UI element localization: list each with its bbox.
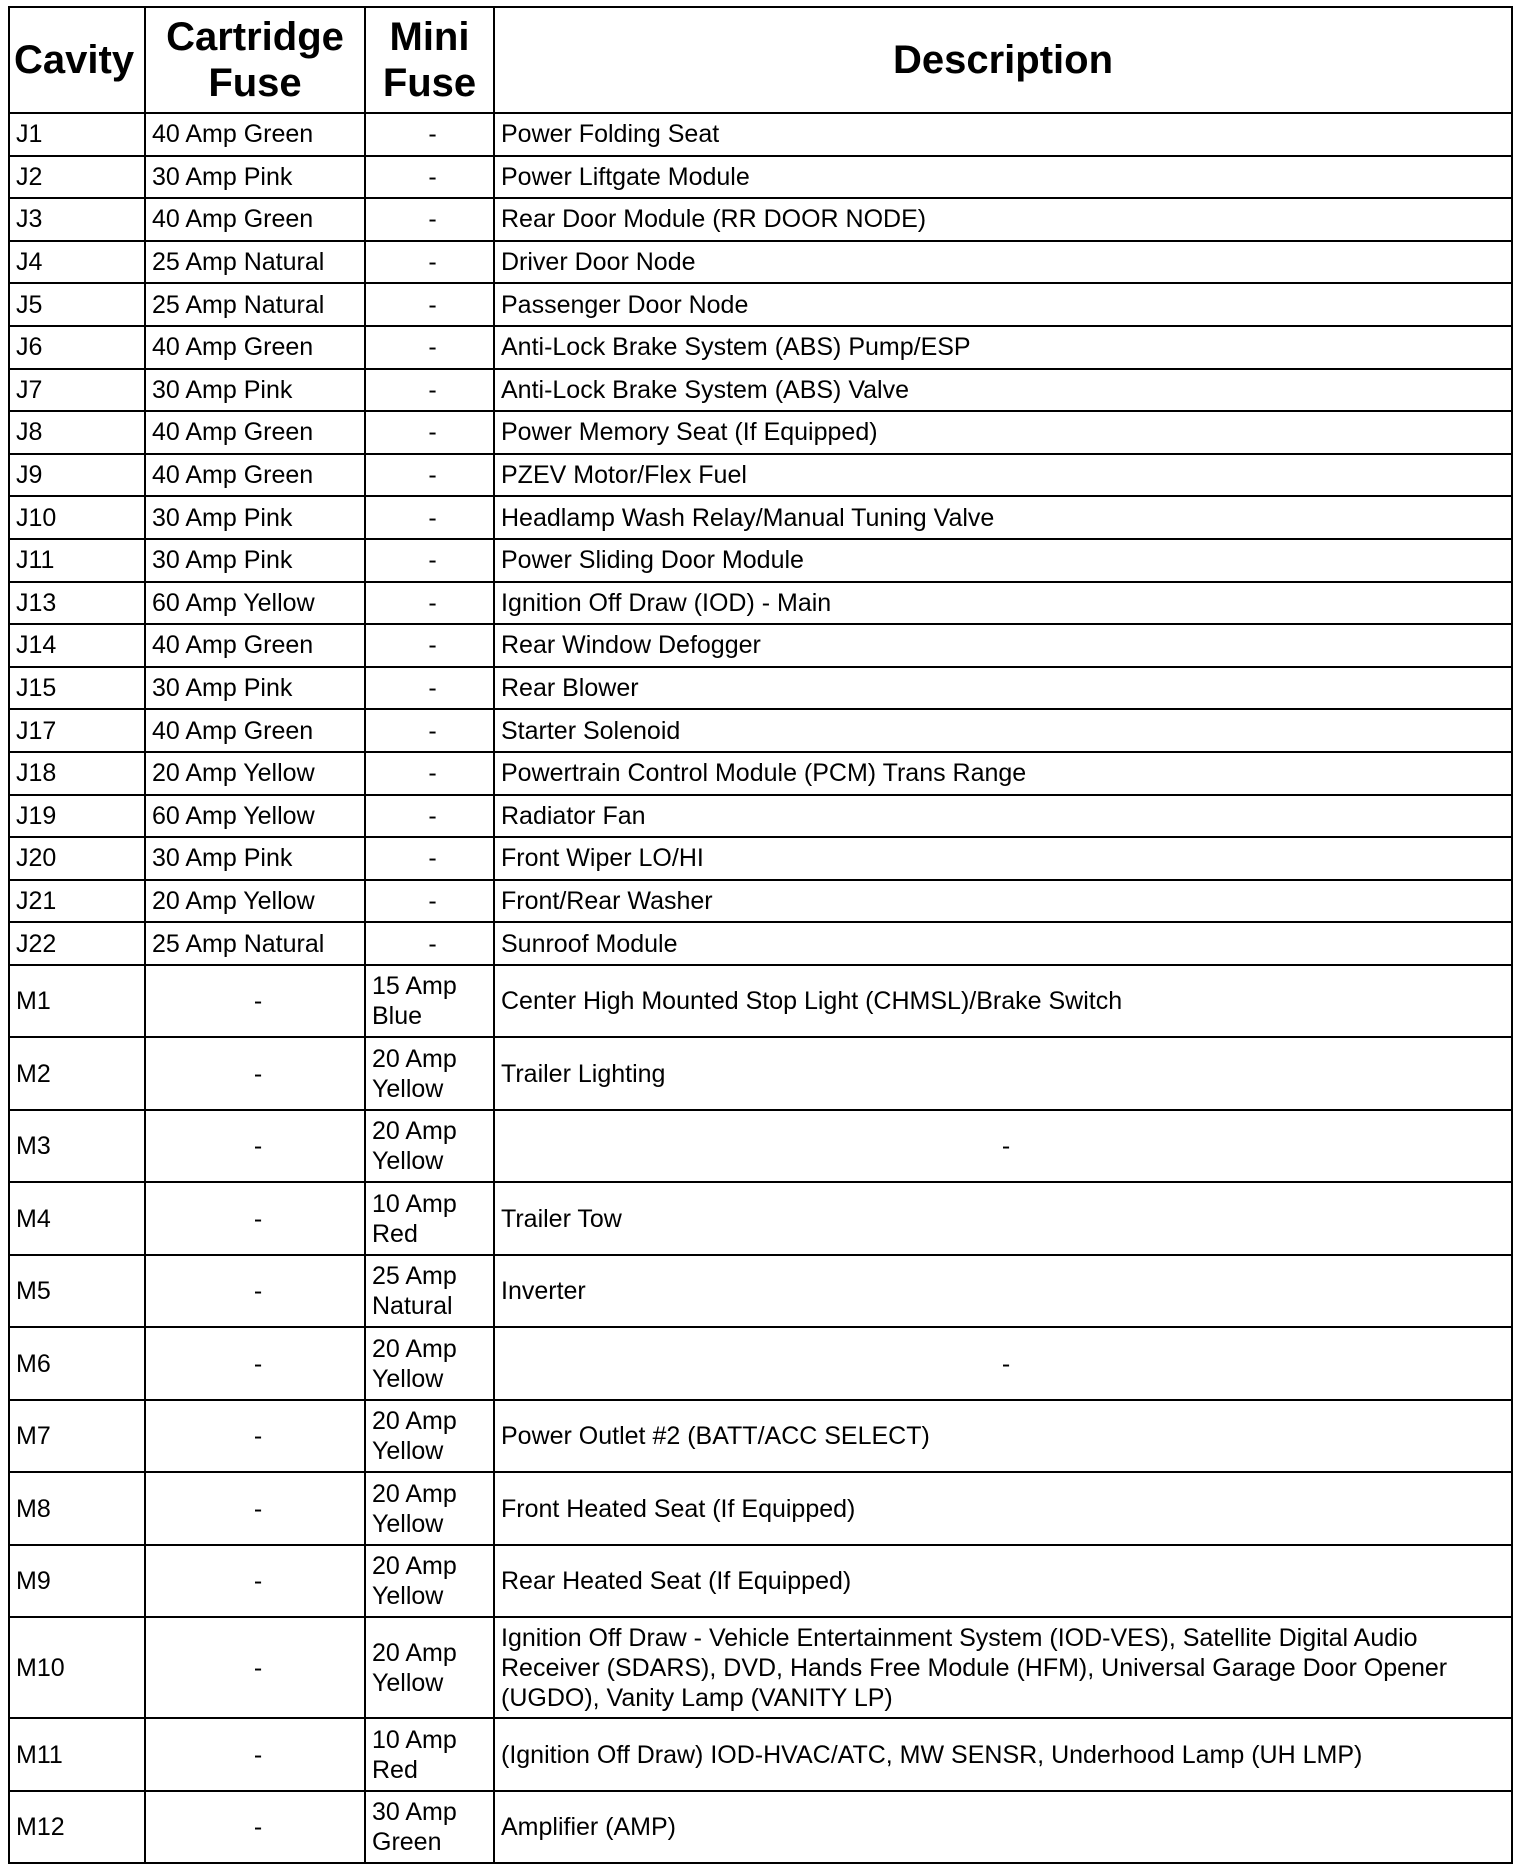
cartridge-fuse-cell: 25 Amp Natural [145, 241, 365, 284]
table-row [9, 1617, 1512, 1718]
cavity-cell: M5 [9, 1255, 145, 1328]
table-row [9, 1400, 1512, 1473]
cavity-cell: J14 [9, 624, 145, 667]
cartridge-fuse-cell: 25 Amp Natural [145, 283, 365, 326]
mini-fuse-cell: 20 Amp Yellow [365, 1617, 494, 1718]
cavity-cell: J20 [9, 837, 145, 880]
mini-fuse-cell: - [365, 241, 494, 284]
description-cell: Trailer Lighting [494, 1037, 1512, 1110]
cartridge-fuse-cell: - [145, 1791, 365, 1864]
cavity-cell: M1 [9, 965, 145, 1038]
mini-fuse-cell: - [365, 837, 494, 880]
header-description: Description [494, 7, 1512, 113]
mini-fuse-cell: - [365, 156, 494, 199]
table-row [9, 1327, 1512, 1400]
cartridge-fuse-cell: 40 Amp Green [145, 198, 365, 241]
header-cavity: Cavity [9, 7, 145, 113]
mini-fuse-cell: - [365, 582, 494, 625]
table-row [9, 624, 1512, 667]
cartridge-fuse-cell: 40 Amp Green [145, 624, 365, 667]
description-cell: Center High Mounted Stop Light (CHMSL)/Brake Switch [494, 965, 1512, 1038]
description-cell: Inverter [494, 1255, 1512, 1328]
cavity-cell: M2 [9, 1037, 145, 1110]
cartridge-fuse-cell: 30 Amp Pink [145, 667, 365, 710]
table-row [9, 922, 1512, 965]
description-cell: Trailer Tow [494, 1182, 1512, 1255]
table-row [9, 965, 1512, 1038]
fuse-table [8, 6, 1513, 1864]
cavity-cell: M4 [9, 1182, 145, 1255]
cavity-cell: J4 [9, 241, 145, 284]
mini-fuse-cell: - [365, 709, 494, 752]
description-cell: PZEV Motor/Flex Fuel [494, 454, 1512, 497]
table-header [9, 7, 1512, 113]
mini-fuse-cell: - [365, 369, 494, 412]
description-cell: - [494, 1327, 1512, 1400]
cavity-cell: J2 [9, 156, 145, 199]
cavity-cell: J9 [9, 454, 145, 497]
table-row [9, 496, 1512, 539]
header-mini-line2: Fuse [382, 61, 477, 105]
description-cell: Amplifier (AMP) [494, 1791, 1512, 1864]
cartridge-fuse-cell: - [145, 1182, 365, 1255]
table-row [9, 411, 1512, 454]
table-row [9, 582, 1512, 625]
table-row [9, 1791, 1512, 1864]
table-row [9, 667, 1512, 710]
cavity-cell: J21 [9, 880, 145, 923]
table-row [9, 113, 1512, 156]
table-row [9, 454, 1512, 497]
cavity-cell: J6 [9, 326, 145, 369]
description-cell: Rear Window Defogger [494, 624, 1512, 667]
table-row [9, 1545, 1512, 1618]
mini-fuse-cell: 30 Amp Green [365, 1791, 494, 1864]
description-cell: Power Outlet #2 (BATT/ACC SELECT) [494, 1400, 1512, 1473]
cartridge-fuse-cell: - [145, 1400, 365, 1473]
mini-fuse-cell: - [365, 667, 494, 710]
mini-fuse-cell: - [365, 880, 494, 923]
description-cell: Front Wiper LO/HI [494, 837, 1512, 880]
cartridge-fuse-cell: 40 Amp Green [145, 113, 365, 156]
description-cell: Power Sliding Door Module [494, 539, 1512, 582]
cartridge-fuse-cell: - [145, 1545, 365, 1618]
mini-fuse-cell: - [365, 326, 494, 369]
mini-fuse-cell: - [365, 411, 494, 454]
description-cell: Ignition Off Draw - Vehicle Entertainment System (IOD-VES), Satellite Digital Audio Receiver (SDARS), DVD, Hands Free Module (HFM), Universal Garage Door Opener (UGDO), Vanity Lamp (VANITY LP) [494, 1617, 1512, 1718]
table-row [9, 1182, 1512, 1255]
cavity-cell: J8 [9, 411, 145, 454]
cartridge-fuse-cell: 30 Amp Pink [145, 156, 365, 199]
cavity-cell: J7 [9, 369, 145, 412]
mini-fuse-cell: 15 Amp Blue [365, 965, 494, 1038]
description-cell: (Ignition Off Draw) IOD-HVAC/ATC, MW SENSR, Underhood Lamp (UH LMP) [494, 1718, 1512, 1791]
description-cell: Ignition Off Draw (IOD) - Main [494, 582, 1512, 625]
table-row [9, 709, 1512, 752]
mini-fuse-cell: 25 Amp Natural [365, 1255, 494, 1328]
table-row [9, 369, 1512, 412]
cartridge-fuse-cell: 20 Amp Yellow [145, 880, 365, 923]
table-row [9, 795, 1512, 838]
cavity-cell: J10 [9, 496, 145, 539]
table-body [9, 113, 1512, 1863]
cavity-cell: J1 [9, 113, 145, 156]
mini-fuse-cell: - [365, 454, 494, 497]
description-cell: Starter Solenoid [494, 709, 1512, 752]
cavity-cell: M8 [9, 1472, 145, 1545]
mini-fuse-cell: 20 Amp Yellow [365, 1110, 494, 1183]
mini-fuse-cell: - [365, 539, 494, 582]
cartridge-fuse-cell: 30 Amp Pink [145, 837, 365, 880]
mini-fuse-cell: 20 Amp Yellow [365, 1545, 494, 1618]
cartridge-fuse-cell: 60 Amp Yellow [145, 795, 365, 838]
mini-fuse-cell: - [365, 283, 494, 326]
cavity-cell: M3 [9, 1110, 145, 1183]
mini-fuse-cell: 20 Amp Yellow [365, 1037, 494, 1110]
description-cell: - [494, 1110, 1512, 1183]
cartridge-fuse-cell: - [145, 1255, 365, 1328]
table-row [9, 1472, 1512, 1545]
cavity-cell: M6 [9, 1327, 145, 1400]
table-row [9, 283, 1512, 326]
cartridge-fuse-cell: - [145, 1037, 365, 1110]
cavity-cell: J3 [9, 198, 145, 241]
mini-fuse-cell: 20 Amp Yellow [365, 1400, 494, 1473]
table-row [9, 1037, 1512, 1110]
mini-fuse-cell: - [365, 496, 494, 539]
table-row [9, 837, 1512, 880]
description-cell: Front Heated Seat (If Equipped) [494, 1472, 1512, 1545]
mini-fuse-cell: - [365, 795, 494, 838]
description-cell: Powertrain Control Module (PCM) Trans Range [494, 752, 1512, 795]
description-cell: Driver Door Node [494, 241, 1512, 284]
cartridge-fuse-cell: - [145, 1327, 365, 1400]
header-cartridge-fuse [145, 7, 365, 113]
description-cell: Power Folding Seat [494, 113, 1512, 156]
mini-fuse-cell: - [365, 113, 494, 156]
description-cell: Power Memory Seat (If Equipped) [494, 411, 1512, 454]
cavity-cell: M9 [9, 1545, 145, 1618]
cartridge-fuse-cell: 20 Amp Yellow [145, 752, 365, 795]
description-cell: Anti-Lock Brake System (ABS) Pump/ESP [494, 326, 1512, 369]
header-mini-fuse [365, 7, 494, 113]
cavity-cell: J15 [9, 667, 145, 710]
header-mini-line1: Mini [389, 15, 470, 59]
header-row [9, 7, 1512, 113]
header-cartridge-line1: Cartridge [166, 15, 344, 59]
mini-fuse-cell: 20 Amp Yellow [365, 1327, 494, 1400]
description-cell: Anti-Lock Brake System (ABS) Valve [494, 369, 1512, 412]
mini-fuse-cell: 10 Amp Red [365, 1718, 494, 1791]
mini-fuse-cell: - [365, 198, 494, 241]
mini-fuse-cell: - [365, 752, 494, 795]
cartridge-fuse-cell: 40 Amp Green [145, 709, 365, 752]
description-cell: Radiator Fan [494, 795, 1512, 838]
mini-fuse-cell: - [365, 624, 494, 667]
cartridge-fuse-cell: 40 Amp Green [145, 454, 365, 497]
description-cell: Rear Blower [494, 667, 1512, 710]
table-row [9, 1110, 1512, 1183]
cartridge-fuse-cell: 30 Amp Pink [145, 539, 365, 582]
description-cell: Front/Rear Washer [494, 880, 1512, 923]
cavity-cell: M10 [9, 1617, 145, 1718]
cartridge-fuse-cell: - [145, 965, 365, 1038]
mini-fuse-cell: - [365, 922, 494, 965]
table-row [9, 539, 1512, 582]
cartridge-fuse-cell: 30 Amp Pink [145, 369, 365, 412]
cartridge-fuse-cell: 40 Amp Green [145, 326, 365, 369]
mini-fuse-cell: 10 Amp Red [365, 1182, 494, 1255]
table-row [9, 1255, 1512, 1328]
cartridge-fuse-cell: - [145, 1718, 365, 1791]
cartridge-fuse-cell: - [145, 1617, 365, 1718]
table-row [9, 156, 1512, 199]
table-row [9, 880, 1512, 923]
cartridge-fuse-cell: 25 Amp Natural [145, 922, 365, 965]
table-row [9, 326, 1512, 369]
table-row [9, 752, 1512, 795]
cavity-cell: J19 [9, 795, 145, 838]
description-cell: Power Liftgate Module [494, 156, 1512, 199]
cartridge-fuse-cell: 60 Amp Yellow [145, 582, 365, 625]
table-row [9, 241, 1512, 284]
cavity-cell: M11 [9, 1718, 145, 1791]
cavity-cell: J17 [9, 709, 145, 752]
table-row [9, 1718, 1512, 1791]
description-cell: Rear Heated Seat (If Equipped) [494, 1545, 1512, 1618]
cavity-cell: J5 [9, 283, 145, 326]
header-cartridge-line2: Fuse [208, 61, 302, 105]
table-row [9, 198, 1512, 241]
cartridge-fuse-cell: 40 Amp Green [145, 411, 365, 454]
cavity-cell: M7 [9, 1400, 145, 1473]
cartridge-fuse-cell: - [145, 1110, 365, 1183]
description-cell: Sunroof Module [494, 922, 1512, 965]
cavity-cell: J18 [9, 752, 145, 795]
cavity-cell: J13 [9, 582, 145, 625]
mini-fuse-cell: 20 Amp Yellow [365, 1472, 494, 1545]
description-cell: Passenger Door Node [494, 283, 1512, 326]
cartridge-fuse-cell: 30 Amp Pink [145, 496, 365, 539]
description-cell: Rear Door Module (RR DOOR NODE) [494, 198, 1512, 241]
cavity-cell: J22 [9, 922, 145, 965]
cavity-cell: M12 [9, 1791, 145, 1864]
cartridge-fuse-cell: - [145, 1472, 365, 1545]
description-cell: Headlamp Wash Relay/Manual Tuning Valve [494, 496, 1512, 539]
cavity-cell: J11 [9, 539, 145, 582]
